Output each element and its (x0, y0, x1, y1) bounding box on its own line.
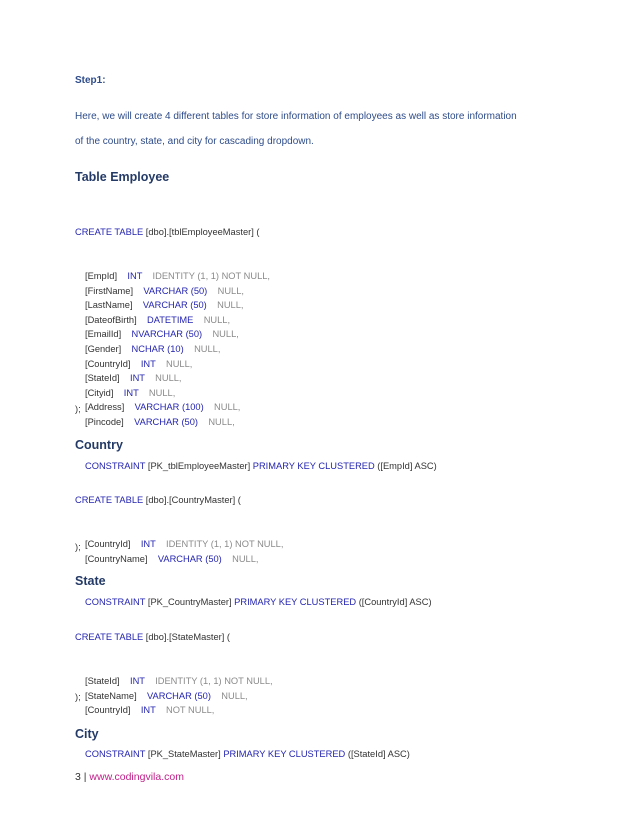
column-line (75, 689, 410, 704)
column-rest: NULL, (165, 358, 193, 369)
heading-country: Country (75, 438, 123, 452)
constraint-line: CONSTRAINT [PK_StateMaster] PRIMARY KEY CLUSTERED ([StateId] ASC) (85, 748, 410, 759)
code-close-country: ); (75, 542, 81, 552)
column-rest: IDENTITY (1, 1) NOT NULL, (165, 538, 284, 549)
code-country: CREATE TABLE [dbo].[CountryMaster] ( [CountryId] INT IDENTITY (1, 1) NOT NULL, [CountryName] VARCHAR (50) NULL, CONSTRAINT [PK_CountryMaster] PRIMARY KEY CLUSTERED ([CountryId] ASC) (75, 464, 432, 639)
column-name: [FirstName] (85, 285, 134, 296)
code-close-state: ); (75, 692, 81, 702)
code-close-employee: ); (75, 404, 81, 414)
column-name: [Address] (85, 402, 125, 413)
footer-separator: | (83, 771, 87, 783)
column-type: INT (140, 538, 156, 549)
column-rest: IDENTITY (1, 1) NOT NULL, (152, 270, 270, 281)
column-type: VARCHAR (50) (134, 416, 198, 427)
column-type: NCHAR (10) (131, 343, 184, 354)
column-name: [Pincode] (85, 416, 124, 427)
column-line (75, 371, 437, 386)
column-name: [CountryId] (85, 538, 131, 549)
column-rest: NULL, (232, 553, 259, 564)
column-name: [Gender] (85, 343, 122, 354)
column-type: INT (129, 675, 145, 686)
column-type: VARCHAR (50) (157, 553, 222, 564)
column-rest: NULL, (155, 373, 182, 384)
column-type: VARCHAR (50) (143, 285, 208, 296)
column-name: [StateName] (85, 690, 137, 701)
page-footer (75, 771, 184, 783)
column-name: [Cityid] (85, 387, 114, 398)
column-type: VARCHAR (50) (147, 690, 211, 701)
code-state: CREATE TABLE [dbo].[StateMaster] ( [StateId] INT IDENTITY (1, 1) NOT NULL, [StateName] VARCHAR (50) NULL, [CountryId] INT NOT NULL, CONSTRAINT [PK_StateMaster] PRIMARY KEY CLUSTERED ([StateId] ASC) (75, 601, 410, 791)
column-line (75, 415, 437, 430)
column-type: VARCHAR (50) (142, 300, 207, 311)
column-name: [StateId] (85, 373, 120, 384)
column-rest: NULL, (214, 402, 241, 413)
column-line (75, 269, 437, 284)
column-line (75, 313, 437, 328)
column-line (75, 386, 437, 401)
column-line (75, 298, 437, 313)
column-rest: NULL, (194, 343, 221, 354)
code-employee (75, 196, 437, 502)
column-rest: NULL, (148, 387, 176, 398)
column-name: [CountryId] (85, 705, 131, 716)
column-type: INT (140, 358, 156, 369)
column-type: INT (140, 705, 156, 716)
column-name: [DateofBirth] (85, 314, 137, 325)
column-type: INT (127, 270, 143, 281)
column-line (75, 357, 437, 372)
column-name: [EmpId] (85, 270, 118, 281)
column-line (75, 674, 410, 689)
column-rest: NULL, (203, 314, 231, 325)
column-name: [LastName] (85, 300, 133, 311)
column-line (75, 284, 437, 299)
column-line (75, 552, 432, 567)
column-line (75, 537, 432, 552)
column-rest: NULL, (208, 416, 235, 427)
table-name: [dbo].[tblEmployeeMaster] ( (145, 227, 260, 238)
column-type: VARCHAR (100) (134, 402, 204, 413)
page-number: 3 (75, 771, 81, 783)
column-name: [StateId] (85, 675, 120, 686)
column-line (75, 327, 437, 342)
column-rest: NULL, (221, 690, 248, 701)
column-rest: IDENTITY (1, 1) NOT NULL, (155, 675, 273, 686)
column-type: NVARCHAR (50) (131, 329, 203, 340)
column-name: [CountryName] (85, 553, 148, 564)
kw-create-table: CREATE TABLE (75, 227, 144, 238)
column-rest: NULL, (217, 285, 244, 296)
column-rest: NULL, (212, 329, 239, 340)
column-name: [CountryId] (85, 358, 131, 369)
column-rest: NOT NULL, (165, 705, 215, 716)
column-type: INT (129, 373, 145, 384)
column-type: DATETIME (147, 314, 194, 325)
intro-line-2: of the country, state, and city for cascading dropdown. (75, 136, 314, 147)
intro-line-1: Here, we will create 4 different tables for store information of employees as well as store information (75, 111, 517, 122)
heading-city: City (75, 727, 99, 741)
constraint-line: CONSTRAINT [PK_tblEmployeeMaster] PRIMARY KEY CLUSTERED ([EmpId] ASC) (85, 460, 437, 471)
column-line (75, 703, 410, 718)
step-label: Step1: (75, 75, 106, 86)
column-type: INT (123, 387, 139, 398)
column-name: [EmailId] (85, 329, 122, 340)
heading-state: State (75, 574, 106, 588)
column-line (75, 400, 437, 415)
heading-employee: Table Employee (75, 170, 170, 184)
site-link[interactable]: www.codingvila.com (89, 771, 184, 783)
constraint-line: CONSTRAINT [PK_CountryMaster] PRIMARY KEY CLUSTERED ([CountryId] ASC) (85, 597, 432, 608)
column-line (75, 342, 437, 357)
column-rest: NULL, (217, 300, 244, 311)
